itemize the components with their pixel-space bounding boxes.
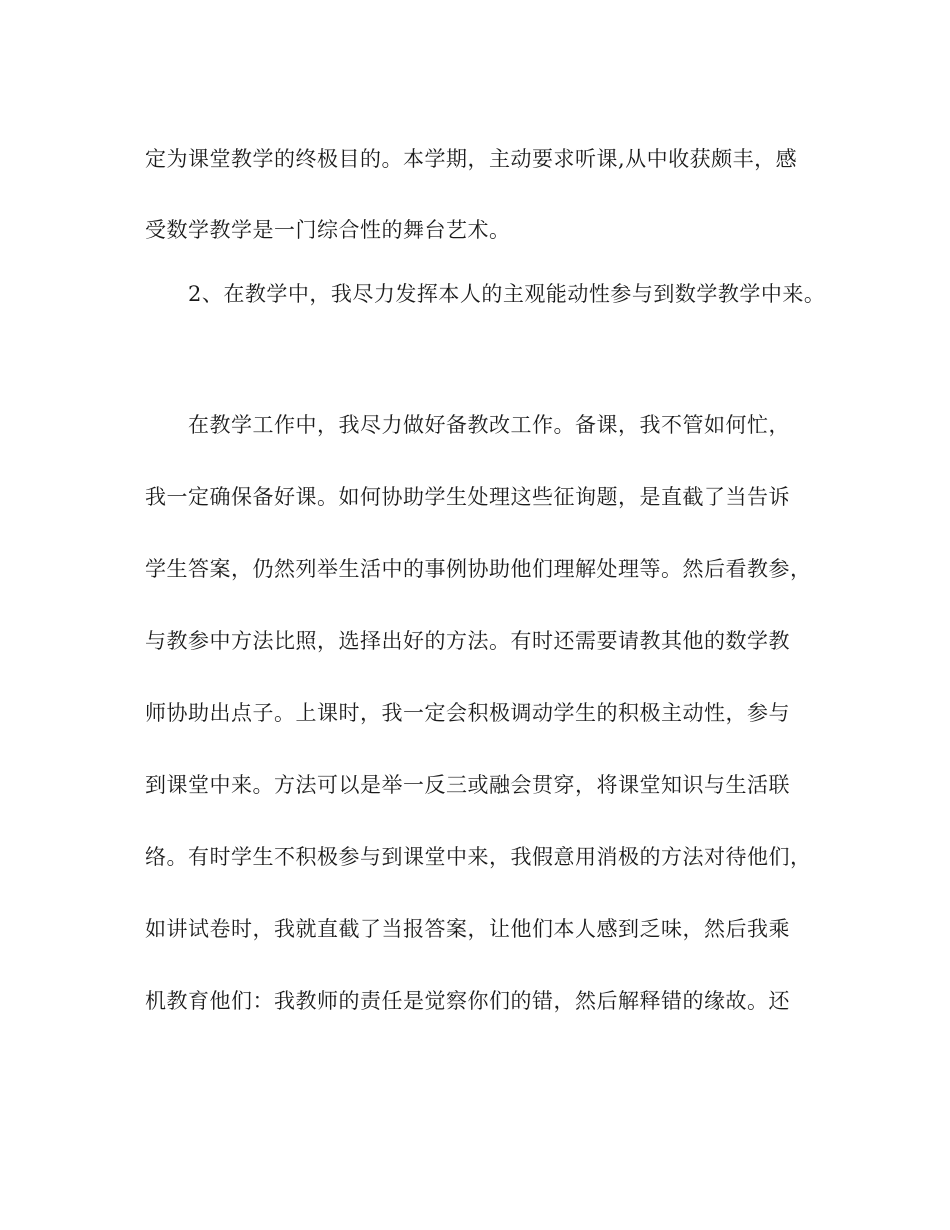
paragraph-3-line-3: 学生答案，仍然列举生活中的事例协助他们理解处理等。然后看教参，	[145, 557, 812, 581]
paragraph-1-line-2: 受数学教学是一门综合性的舞台艺术。	[145, 218, 511, 242]
paragraph-3-line-5: 师协助出点子。上课时，我一定会积极调动学生的积极主动性，参与	[145, 701, 790, 725]
paragraph-3-line-1: 在教学工作中，我尽力做好备教改工作。备课，我不管如何忙，	[188, 413, 790, 437]
paragraph-3-line-7: 络。有时学生不积极参与到课堂中来，我假意用消极的方法对待他们，	[145, 845, 812, 869]
paragraph-2-line-1: 2、在教学中，我尽力发挥本人的主观能动性参与到数学教学中来。	[188, 282, 826, 306]
paragraph-3-line-2: 我一定确保备好课。如何协助学生处理这些征询题，是直截了当告诉	[145, 485, 790, 509]
paragraph-3-line-4: 与教参中方法比照，选择出好的方法。有时还需要请教其他的数学教	[145, 629, 790, 653]
paragraph-3-line-8: 如讲试卷时，我就直截了当报答案，让他们本人感到乏味，然后我乘	[145, 917, 790, 941]
paragraph-3-line-6: 到课堂中来。方法可以是举一反三或融会贯穿，将课堂知识与生活联	[145, 773, 790, 797]
paragraph-1-line-1: 定为课堂教学的终极目的。本学期，主动要求听课,从中收获颇丰，感	[145, 147, 798, 171]
paragraph-3-line-9: 机教育他们：我教师的责任是觉察你们的错，然后解释错的缘故。还	[145, 989, 790, 1013]
